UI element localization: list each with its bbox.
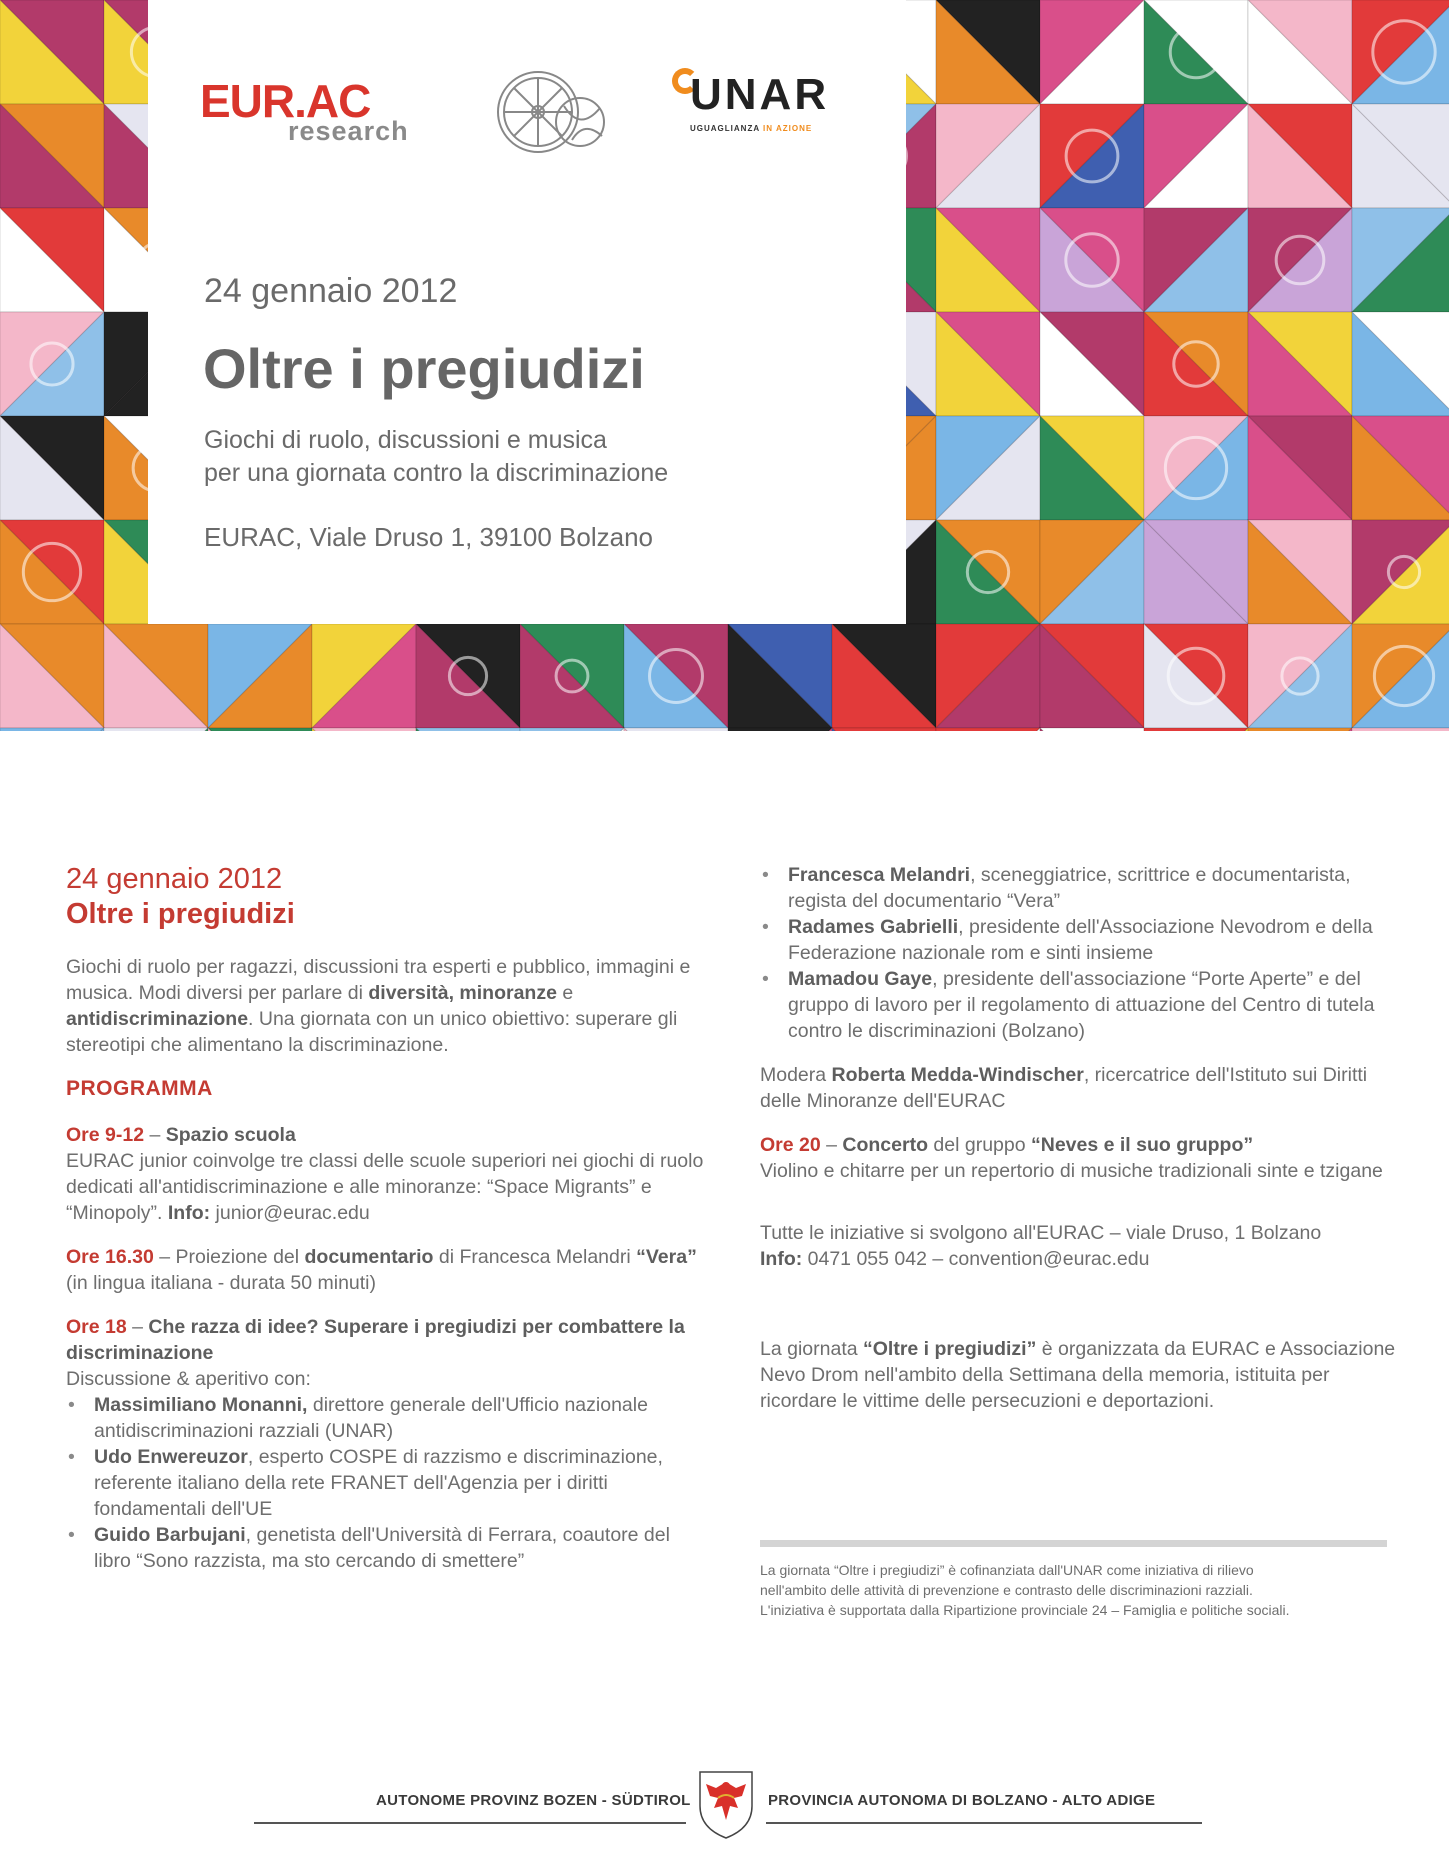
program-item-text-1: – Proiezione del [153,1246,305,1268]
program-item-text: Violino e chitarre per un repertorio di musiche tradizionali sinte e tzigane [760,1160,1383,1182]
moderator [760,1062,1400,1114]
list-item [760,862,1400,914]
intro-bold-2: antidiscriminazione [66,1008,249,1030]
footnote-line-3: L'iniziativa è supportata dalla Ripartizione provinciale 24 – Famiglia e politiche sociali. [760,1602,1290,1618]
program-item-text-3: (in lingua italiana - durata 50 minuti) [66,1272,377,1294]
list-item [66,1522,706,1574]
speaker-name: Guido Barbujani [94,1524,246,1546]
speaker-desc: , sceneggiatrice, scrittrice e documentarista, regista del documentario “Vera” [788,864,1351,912]
coat-of-arms-icon [696,1768,756,1840]
moderator-name: Roberta Medda-Windischer [831,1064,1084,1086]
program-item-text-1: del gruppo [928,1134,1031,1156]
org-text-2: è organizzata da EURAC e Associazione Nevo Drom nell'ambito della Settimana della memoria, istituita per ricordare le vittime delle persecuzioni e deportazioni. [760,1338,1396,1412]
footer-line-right [766,1822,1202,1824]
unar-logo-tagline [690,124,812,133]
program-item-title: Che razza di idee? Superare i pregiudizi per combattere la discriminazione [66,1316,685,1364]
program-item-bold-1: documentario [304,1246,434,1268]
list-item [760,966,1400,1044]
intro-paragraph [66,954,706,1058]
speaker-name: Massimiliano Monanni, [94,1394,308,1416]
footer-text-italian: PROVINCIA AUTONOMA DI BOLZANO - ALTO ADIGE [768,1792,1156,1809]
list-item [66,1392,706,1444]
hero-subtitle-line-1: Giochi di ruolo, discussioni e musica [204,426,607,454]
hero-date: 24 gennaio 2012 [204,272,458,310]
moderator-text-2: , ricercatrice dell'Istituto sui Diritti delle Minoranze dell'EURAC [760,1064,1368,1112]
eurac-logo-word: EUR.AC [200,75,371,127]
speaker-desc: , genetista dell'Università di Ferrara, coautore del libro “Sono razzista, ma sto cercando di smettere” [94,1524,670,1572]
moderator-text-1: Modera [760,1064,832,1086]
section-title: Oltre i pregiudizi [66,898,295,930]
speaker-name: Mamadou Gaye [788,968,933,990]
info-email-link[interactable]: junior@eurac.edu [210,1202,370,1224]
location-text: Tutte le iniziative si svolgono all'EURAC – viale Druso, 1 Bolzano [760,1222,1322,1244]
programma-heading: PROGRAMMA [66,1077,213,1100]
intro-text-1: Giochi di ruolo per ragazzi, discussioni tra esperti e pubblico, immagini e musica. Modi diversi per parlare di [66,956,691,1004]
location-info [760,1220,1400,1272]
program-item-bold-1: Concerto [842,1134,928,1156]
intro-text-3: . Una giornata con un unico obiettivo: superare gli stereotipi che alimentano la discriminazione. [66,1008,678,1056]
speaker-desc: direttore generale dell'Ufficio nazionale antidiscriminazioni razziali (UNAR) [94,1394,648,1442]
program-item-ore-16-30 [66,1244,706,1296]
contact-info-link[interactable]: 0471 055 042 – convention@eurac.edu [802,1248,1150,1270]
dash: – [820,1134,843,1156]
dash: – [126,1316,149,1338]
eurac-logo-subword: research [288,116,409,146]
sponsor-logos [200,62,850,162]
speaker-list [66,1392,706,1574]
speaker-list-continued [760,862,1400,1044]
speaker-name: Francesca Melandri [788,864,971,886]
hero-title: Oltre i pregiudizi [203,337,645,400]
speaker-name: Udo Enwereuzor [94,1446,248,1468]
info-label: Info: [167,1202,211,1224]
footnote-line-1: La giornata “Oltre i pregiudizi” è cofinanziata dall'UNAR come iniziativa di rilievo [760,1562,1254,1578]
list-item [66,1444,706,1522]
hero-banner [0,0,1449,731]
speaker-desc: , presidente dell'Associazione Nevodrom e della Federazione nazionale rom e sinti insieme [788,916,1373,964]
footer-line-left [254,1822,686,1824]
unar-tagline-part-a: UGUAGLIANZA [690,124,760,133]
section-date: 24 gennaio 2012 [66,863,283,895]
program-item-text: EURAC junior coinvolge tre classi delle scuole superiori nei giochi di ruolo dedicati all'antidiscriminazione e alle minoranze: “Space Migrants” e “Minopoly”. [66,1150,704,1224]
program-item-ore-20 [760,1132,1400,1184]
program-item-title: Spazio scuola [165,1124,296,1146]
footer-text-german: AUTONOME PROVINZ BOZEN - SÜDTIROL [376,1792,691,1809]
org-bold-1: “Oltre i pregiudizi” [863,1338,1037,1360]
wheel-icon [480,62,620,162]
left-column [66,862,706,1574]
eurac-research-logo[interactable] [200,74,440,154]
hero-address: EURAC, Viale Druso 1, 39100 Bolzano [204,522,653,552]
list-item [760,914,1400,966]
unar-tagline-part-b: IN AZIONE [763,124,813,133]
unar-logo[interactable] [672,64,842,154]
nevo-drom-logo[interactable] [480,62,620,162]
info-label: Info: [760,1248,803,1270]
time-label: Ore 18 [66,1316,127,1338]
speaker-desc: , presidente dell'associazione “Porte Aperte” e del gruppo di lavoro per il regolamento di attuazione del Centro di tutela contro le discriminazioni (Bolzano) [788,968,1375,1042]
unar-logo-word: UNAR [690,70,830,119]
hero-card [148,0,906,624]
program-item-ore-9-12 [66,1122,706,1226]
time-label: Ore 9-12 [66,1124,145,1146]
footnote-line-2: nell'ambito delle attività di prevenzione e contrasto delle discriminazioni razziali. [760,1582,1253,1598]
program-item-ore-18 [66,1314,706,1574]
dash: – [144,1124,166,1146]
footnote [760,1560,1400,1620]
organization-paragraph [760,1336,1400,1414]
divider-bar [760,1540,1387,1547]
org-text-1: La giornata [760,1338,863,1360]
time-label: Ore 20 [760,1134,821,1156]
hero-subtitle [204,424,668,490]
discussion-intro: Discussione & aperitivo con: [66,1368,311,1390]
time-label: Ore 16.30 [66,1246,154,1268]
intro-text-2: e [556,982,574,1004]
speaker-name: Radames Gabrielli [788,916,959,938]
program-item-bold-2: “Vera” [636,1246,697,1268]
program-item-text-2: di Francesca Melandri [433,1246,637,1268]
right-column [760,862,1400,1414]
intro-bold-1: diversità, minoranze [368,982,557,1004]
speaker-desc: , esperto COSPE di razzismo e discriminazione, referente italiano della rete FRANET dell'Agenzia per i diritti fondamentali dell'UE [94,1446,663,1520]
hero-subtitle-line-2: per una giornata contro la discriminazione [204,459,669,487]
program-item-bold-2: “Neves e il suo gruppo” [1031,1134,1254,1156]
